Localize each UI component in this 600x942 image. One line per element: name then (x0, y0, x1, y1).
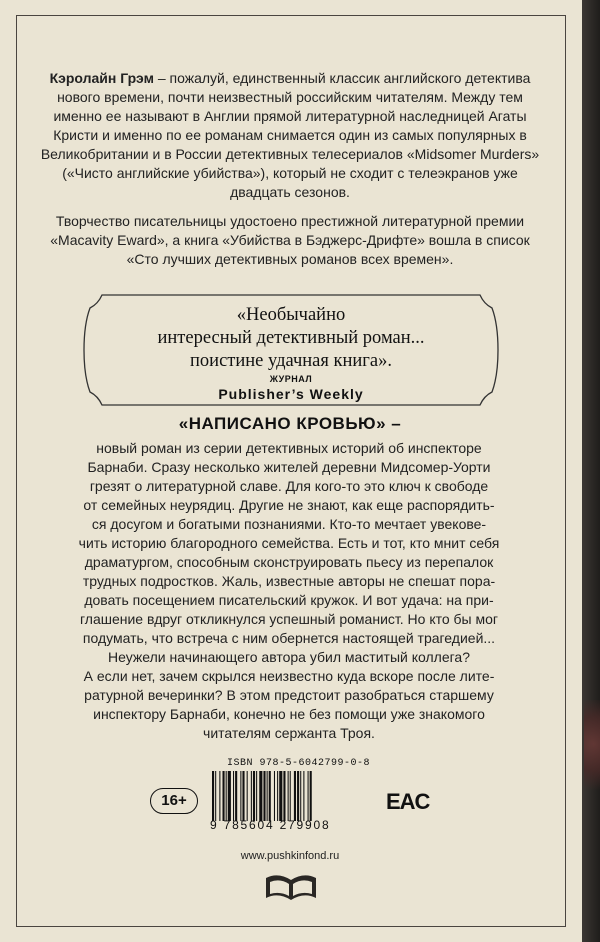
author-name: Кэролайн Грэм (49, 70, 154, 86)
barcode-bar (242, 771, 244, 821)
barcode-bar (279, 771, 282, 821)
barcode-bar (212, 771, 214, 821)
barcode-bar (283, 771, 285, 821)
barcode-bar (290, 771, 291, 821)
barcode-bar (240, 771, 241, 821)
barcode-bar (253, 771, 255, 821)
barcode-bar (297, 771, 299, 821)
barcode-bar (259, 771, 262, 821)
age-rating-badge: 16+ (150, 788, 198, 814)
book-title-headline: «НАПИСАНО КРОВЬЮ» – (178, 414, 402, 433)
barcode-bar (267, 771, 268, 821)
intro-paragraph-2: Творчество писательницы удостоено престижной литературной премии «Macavity Eward», а книга «Убийства в Бэджерс-Дрифте» вошла в список «Сто лучших детективных романов всех времен». (50, 213, 530, 267)
quote-line-3: поистине удачная книга». (190, 351, 392, 371)
quote-text (82, 304, 500, 373)
quote-line-1: «Необычайно (236, 305, 346, 325)
barcode-bar (288, 771, 289, 821)
barcode-bar (303, 771, 304, 821)
barcode-bar (235, 771, 237, 821)
barcode-bar (310, 771, 312, 821)
barcode-bar (215, 771, 216, 821)
barcode-number: 9 785604 279908 (210, 818, 331, 832)
review-quote (82, 294, 500, 406)
barcode-bar (277, 771, 278, 821)
barcode-bar (308, 771, 309, 821)
isbn: ISBN 978-5-6042799-0-8 (227, 758, 371, 769)
background-flower (584, 700, 600, 810)
barcode-bar (247, 771, 248, 821)
eac-mark: EAC (386, 789, 430, 814)
barcode-bar (294, 771, 296, 821)
author-intro (40, 69, 540, 279)
barcode-bar (219, 771, 220, 821)
barcode-bar (233, 771, 234, 821)
barcode-bar (300, 771, 301, 821)
barcode-bar (256, 771, 257, 821)
intro-paragraph-1 (40, 69, 540, 202)
barcode-bar (226, 771, 227, 821)
publisher-url: www.pushkinfond.ru (240, 850, 340, 862)
intro-text-1: – пожалуй, единственный классик английского детектива нового времени, почти неизвестный российским читателям. Между тем именно ее называют в Англии прямой литературной наследницей Агаты Кристи и именно по ее романам снимается один из самых популярных в Великобритании и в России детективных телесериалов «Midsomer Murders» («Чисто английские убийства»), который не сходит с телеэкранов уже двадцать сезонов. (40, 70, 540, 200)
barcode-bar (251, 771, 252, 821)
barcode (211, 771, 373, 821)
synopsis: новый роман из серии детективных историй об инспекторе Барнаби. Сразу несколько жителей деревни Мидсомер-Уорти грезят о литературной славе. Для кого-то это ключ к свободе от семейных неурядиц. Другие не знают, как еще распорядить- ся досугом и богатыми познаниями. Кто-то мечтает увекове- чить историю благородного семейства. Есть и тот, кто мнит себя драматургом, способным сконструировать пьесу из перепалок трудных подростков. Жаль, известные авторы не спешат пора- довать посещением писательский кружок. И вот удача: на при- глашение вдруг откликнулся успешный романист. Но кто бы мог подумать, что встреча с ним обернется настоящей трагедией... Неужели начинающего автора убил маститый коллега? А если нет, зачем скрылся неизвестно куда вскоре после лите- ратурной вечеринки? В этом предстоит разобраться старшему инспектору Барнаби, конечно не без помощи уже знакомого читателям сержанта Троя. (78, 440, 500, 741)
quote-source (82, 374, 500, 403)
quote-line-2: интересный детективный роман... (157, 328, 425, 348)
barcode-bar (228, 771, 231, 821)
publisher-logo-icon (264, 870, 318, 904)
quote-source-label: ЖУРНАЛ (269, 374, 313, 384)
barcode-bar (223, 771, 225, 821)
barcode-bar (274, 771, 275, 821)
quote-source-name: Publisher’s Weekly (218, 386, 364, 402)
barcode-bar (269, 771, 271, 821)
barcode-bar (263, 771, 265, 821)
